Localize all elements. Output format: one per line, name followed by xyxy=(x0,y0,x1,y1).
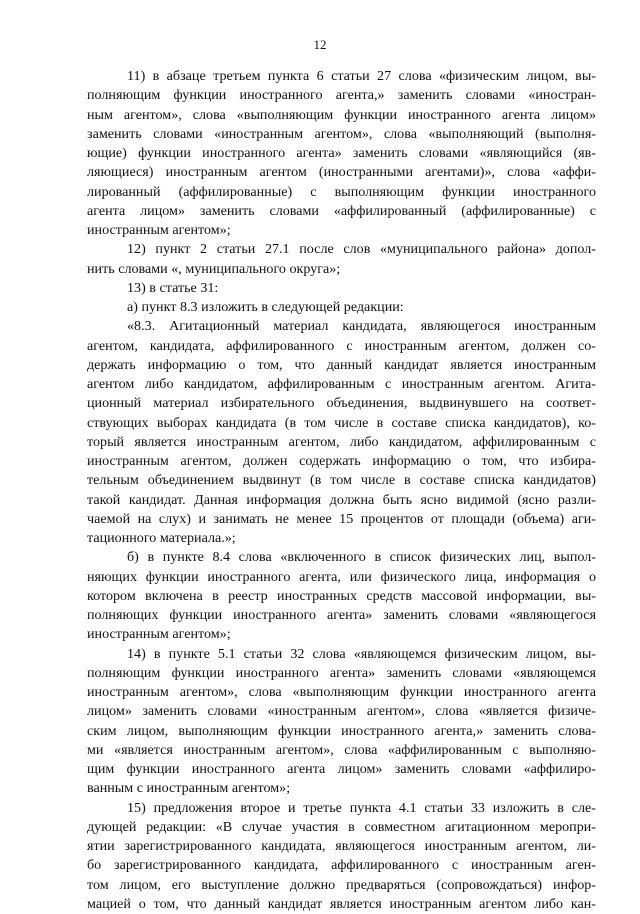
text-line: 15) предложения второе и третье пункта 4.1 статьи 33 изложить в сле- xyxy=(127,799,596,816)
text-line: иностранным агентом»; xyxy=(87,626,231,643)
text-line: полняющих функции иностранного агента» заменить словами «являющегося xyxy=(87,607,596,623)
text-line: агентом либо кандидатом, аффилированным с иностранным агентом. Агита- xyxy=(87,376,596,392)
text-line: мацией о том, что данный кандидат является иностранным агентом либо кан- xyxy=(87,895,596,912)
text-line: тационного материала.»; xyxy=(87,530,236,546)
text-line: ляющиеся) иностранным агентом (иностранными агентами)», слова «аффи- xyxy=(87,164,596,181)
text-line: ми «является иностранным агентом», слова «аффилированным с выполняю- xyxy=(87,741,596,758)
text-line: полняющим функции иностранного агента,» заменить словами «иностран- xyxy=(87,87,596,104)
page-number: 12 xyxy=(313,37,327,52)
text-line: полняющим функции иностранного агента» заменить словами «являющемся xyxy=(87,664,596,681)
text-line: лированный (аффилированные) с выполняющим функции иностранного xyxy=(87,183,596,200)
text-line: б) в пункте 8.4 слова «включенного в список физических лиц, выпол- xyxy=(127,549,596,566)
text-line: агентом, кандидата, аффилированного с иностранным агентом, должен со- xyxy=(87,337,596,354)
text-line: лицом» заменить словами «иностранным агентом», слова «является физиче- xyxy=(87,703,596,720)
text-line: ным агентом», слова «выполняющим функции иностранного агента лицом» xyxy=(87,106,596,123)
text-line: котором включена в реестр иностранных средств массовой информации, вы- xyxy=(87,587,596,604)
text-line: няющих функции иностранного агента, или физического лица, информация о xyxy=(87,568,596,585)
text-line: иностранным агентом», слова «выполняющим функции иностранного агента xyxy=(87,684,596,700)
text-line: ским лицом, выполняющим функции иностранного агента,» заменить слова- xyxy=(87,722,596,739)
text-line: 11) в абзаце третьем пункта 6 статьи 27 слова «физическим лицом, вы- xyxy=(127,68,596,84)
text-line: иностранным агентом, должен содержать информацию о том, что избира- xyxy=(87,453,596,469)
text-line: торый является иностранным агентом, либо кандидатом, аффилированным с xyxy=(87,433,596,450)
text-line: нить словами «, муниципального округа»; xyxy=(87,260,341,277)
text-line: держать информацию о том, что данный кандидат является иностранным xyxy=(87,356,596,373)
document-body xyxy=(87,67,596,914)
text-line: ствующих выборах кандидата (в том числе в составе списка кандидатов), ко- xyxy=(87,414,596,431)
text-line: такой кандидат. Данная информация должна быть ясно видимой (ясно разли- xyxy=(87,491,596,508)
text-line: ятии зарегистрированного кандидата, являющегося иностранным агентом, ли- xyxy=(87,838,596,854)
text-line: 12) пункт 2 статьи 27.1 после слов «муниципального района» допол- xyxy=(127,241,596,258)
text-line: том лицом, его выступление должно предваряться (сопровождаться) инфор- xyxy=(87,876,596,893)
text-line: а) пункт 8.3 изложить в следующей редакции: xyxy=(127,299,404,315)
text-line: чаемой на слух) и занимать не менее 15 процентов от площади (объема) аги- xyxy=(87,510,596,527)
text-line: агента лицом» заменить словами «аффилированный (аффилированные) с xyxy=(87,202,596,219)
text-line: заменить словами «иностранным агентом», слова «выполняющий (выполня- xyxy=(87,125,596,142)
text-line: бо зарегистрированного кандидата, аффилированного с иностранным аген- xyxy=(87,857,596,874)
text-line: «8.3. Агитационный материал кандидата, являющегося иностранным xyxy=(127,318,596,335)
text-line: 13) в статье 31: xyxy=(127,279,219,296)
text-line: ющие) функции иностранного агента» заменить словами «являющийся (яв- xyxy=(87,145,596,161)
text-line: иностранным агентом»; xyxy=(87,222,231,238)
text-line: 14) в пункте 5.1 статьи 32 слова «являющемся физическим лицом, вы- xyxy=(127,645,596,662)
text-line: ционный материал избирательного объединения, выдвинувшего на соответ- xyxy=(87,395,596,412)
text-line: щим функции иностранного агента лицом» заменить словами «аффилиро- xyxy=(87,761,596,777)
text-line: ванным с иностранным агентом»; xyxy=(87,780,291,797)
text-line: дующей редакции: «В случае участия в совместном агитационном меропри- xyxy=(87,818,596,835)
text-line: тельным объединением выдвинут (в том числе в составе списка кандидатов) xyxy=(87,472,596,489)
